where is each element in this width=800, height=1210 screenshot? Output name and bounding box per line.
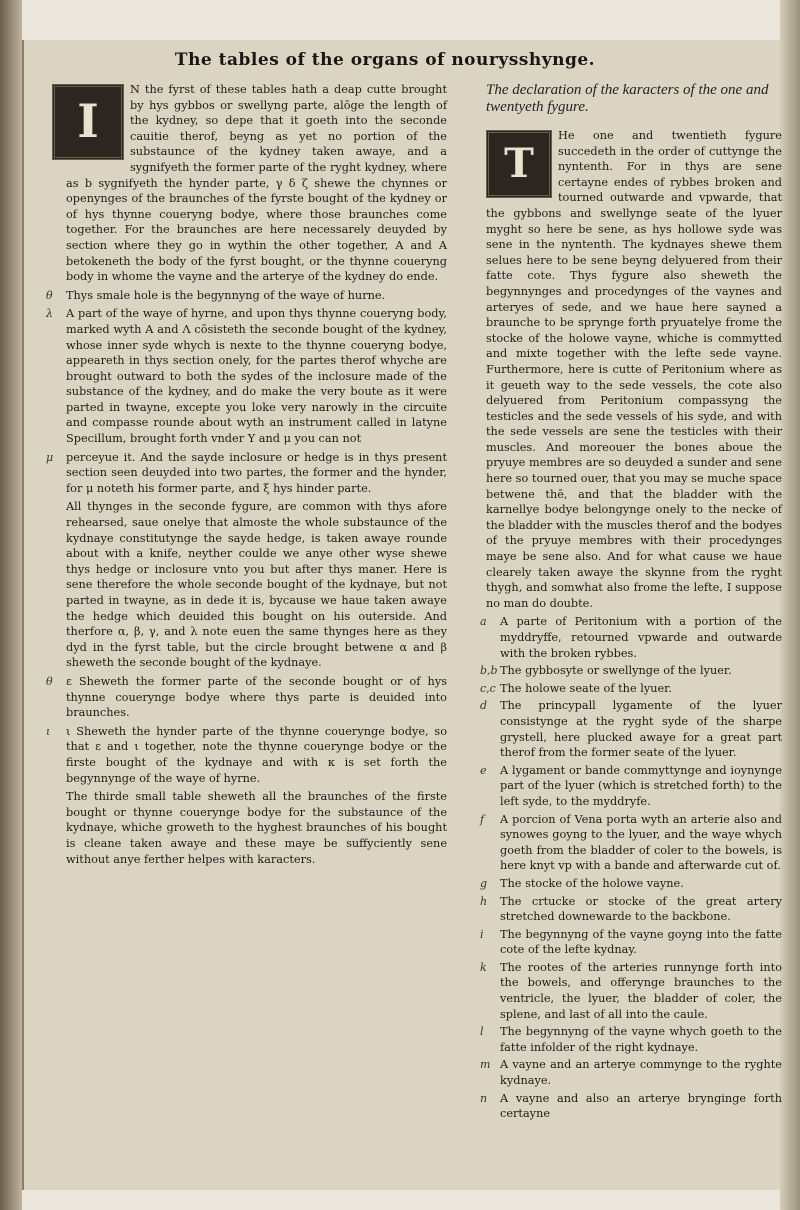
running-head: The tables of the organs of nourysshynge.: [174, 50, 596, 70]
left-column: [46, 82, 447, 870]
legend-item: e A lygament or bande commyttynge and ioynynge part of the lyuer (which is stretched forth) to the left syde, to the myddryfe.: [480, 763, 782, 808]
legend-mark: g: [480, 876, 488, 890]
legend-mark: l: [480, 1025, 484, 1039]
legend-mark: m: [480, 1058, 491, 1072]
intro-paragraph: He one and twentieth fygure succedeth in the order of cuttynge the nyntenth. For in thys are sene certayne endes of rybbes broken and tourned outwarde and vpwarde, that the gybbons and swellynge seate of the lyuer myght so here be sene, as hys hollowe syde was sene in the nyntenth. The kydnayes shewe them selues here to be sene beyng delyuered from their fatte cote. Thys fygure also sheweth the begynnynges and procedynges of the vaynes and arteryes of sede, and we haue here sayned a braunche to be sprynge forth pryuatelye frome the stocke of the holowe vayne, whiche is commytted and mixte together with the lefte sede vayne. Furthermore, here is cutte of Peritonium where as it geueth way to the sede vessels, the cote also delyuered from Peritonium compassyng the testicles and the sede vessels of his syde, and with the sede vessels are sene the testicles with their muscles. And moreouer the bones aboue the pryuye membres are so deuyded a sunder and sene here so tourned ouer, that you may se muche space betwene thē, and that the bladder with the karnellye bodye belongynge onely to the necke of the bladder with the muscles therof and the bodyes of the pryuye membres with their procedynges maye be sene also. And for what cause we haue clearely taken awaye the skynne from the ryght thygh, and somwhat also frome the lefte, I suppose no man do doubte.: [486, 129, 782, 610]
legend-item: k The rootes of the arteries runnynge forth into the bowels, and offerynge braunches to the ventricle, the lyuer, the bladder of coler, the splene, and last of all into the caule.: [480, 960, 782, 1021]
left-paragraph: All thynges in the seconde fygure, are common with thys afore rehearsed, saue onelye that almoste the whole substaunce of the kydnaye constitutynge the sayde hedge, is taken awaye rounde about with a knife, neyther coulde we anye other wyse shewe thys hedge or inclosure vnto you but after thys maner. Here is sene therefore the whole seconde bought of the kydnaye, but not parted in twayne, as in dede it is, bycause we haue taken awaye the hedge which deuided this bought on his outerside. And therfore α, β, γ, and λ note euen the same thynges here as they dyd in the fyrst table, but the circle brought betwene α and β sheweth the seconde bought of the kydnaye.: [66, 500, 447, 670]
legend-item: f A porcion of Vena porta wyth an arterie also and synowes goyng to the lyuer, and the waye whych goeth from the bladder of coler to the bowels, is here knyt vp with a bande and afterwarde cut of.: [480, 812, 782, 873]
legend-mark: k: [480, 960, 487, 974]
legend-item: b,b The gybbosyte or swellynge of the lyuer.: [480, 664, 732, 678]
book-gutter: [0, 0, 22, 1210]
left-paragraph: The thirde small table sheweth all the braunches of the firste bought or thynne couerynge bodye for the substaunce of the kydnaye, whiche groweth to the hyghest braunches of his bought is cleane taken awaye and these maye be suffyciently sene without anye ferther helpes with karacters.: [66, 790, 447, 866]
legend-mark: e: [480, 763, 487, 777]
woodcut-initial: I: [52, 84, 124, 160]
legend-item: h The crtucke or stocke of the great artery stretched downewarde to the backbone.: [480, 894, 782, 924]
legend-mark: b,b: [480, 664, 498, 678]
figure-caption: The declaration of the karacters of the one and twentyeth fygure.: [486, 82, 769, 115]
margin-mark: μ: [46, 450, 54, 464]
margin-mark: θ: [46, 674, 53, 688]
right-column: [480, 82, 782, 1124]
left-paragraph: λ A part of the waye of hyrne, and upon thys thynne coueryng body, marked wyth A and Λ cōsisteth the seconde bought of the kydney, whose inner syde whych is nexte to the thynne coueryng bodye, appeareth in thys section onely, for the partes therof whyche are brought outward to both the sydes of the inclosure made of the substance of the kydney, and do make the very boute as it were parted in twayne, excepte you loke very narowly in the circuite and compasse rounde about wyth an instrument called in latyne Specillum, brought forth vnder Υ and μ you can not: [46, 307, 447, 446]
legend-mark: f: [480, 812, 485, 826]
left-paragraph: θ Thys smale hole is the begynnyng of the waye of hurne.: [46, 288, 386, 302]
legend-mark: h: [480, 894, 488, 908]
legend-item: l The begynnyng of the vayne whych goeth to the fatte infolder of the right kydnaye.: [480, 1025, 782, 1054]
legend-list: [480, 614, 782, 1121]
left-paragraph: θ ε Sheweth the former parte of the seconde bought or of hys thynne couerynge bodye where thys parte is deuided into braunches.: [46, 674, 447, 720]
page-edge: [780, 0, 800, 1210]
legend-item: i The begynnyng of the vayne goyng into the fatte cote of the lefte kydnay.: [480, 927, 782, 957]
legend-item: d The princypall lygamente of the lyuer consistynge at the ryght syde of the sharpe grystell, here plucked awaye for a great part therof from the former seate of the lyuer.: [480, 699, 782, 760]
legend-item: c,c The holowe seate of the lyuer.: [480, 681, 672, 695]
woodcut-initial: T: [486, 130, 552, 198]
left-paragraphs: [46, 82, 447, 867]
legend-mark: d: [480, 699, 488, 713]
left-paragraph: μ perceyue it. And the sayde inclosure or hedge is in thys present section seen deuyded into two partes, the former and the hynder, for μ noteth his former parte, and ξ hys hinder parte.: [46, 450, 447, 495]
margin-mark: λ: [46, 307, 53, 321]
legend-item: a A parte of Peritonium with a portion of the myddryffe, retourned vpwarde and outwarde with the broken rybbes.: [480, 615, 782, 660]
left-paragraph: N the fyrst of these tables hath a deap cutte brought by hys gybbos or swellyng parte, alōge the length of the kydney, so depe that it goeth into the seconde cauitie therof, beyng as yet no portion of the substaunce of the kydney taken awaye, and a sygnifyeth the former parte of the ryght kydney, where as b sygnifyeth the hynder parte, γ δ ζ shewe the chynnes or openynges of the braunches of the fyrste bought of the kydney or of hys thynne coueryng bodye, where those braunches come together. For the braunches are here necessarely deuyded by section where they go in wythin the other together, A and A betokeneth the body of the fyrst bought, or the thynne coueryng body in whome the vayne and the arterye of the kydney do ende.: [66, 83, 447, 284]
left-paragraph: ι ι Sheweth the hynder parte of the thynne couerynge bodye, so that ε and ι together, note the thynne couerynge bodye or the firste bought of the kydnaye and with κ is set forth the begynnynge of the waye of hyrne.: [46, 724, 447, 785]
legend-item: n A vayne and also an arterye brynginge forth certayne: [480, 1091, 782, 1121]
margin-mark: ι: [46, 724, 51, 738]
legend-mark: i: [480, 927, 484, 941]
legend-item: g The stocke of the holowe vayne.: [480, 876, 684, 890]
legend-mark: n: [480, 1091, 488, 1105]
legend-mark: c,c: [480, 681, 496, 695]
legend-item: m A vayne and an arterye commynge to the ryghte kydnaye.: [480, 1058, 782, 1088]
legend-mark: a: [480, 615, 487, 629]
margin-mark: θ: [46, 288, 53, 302]
